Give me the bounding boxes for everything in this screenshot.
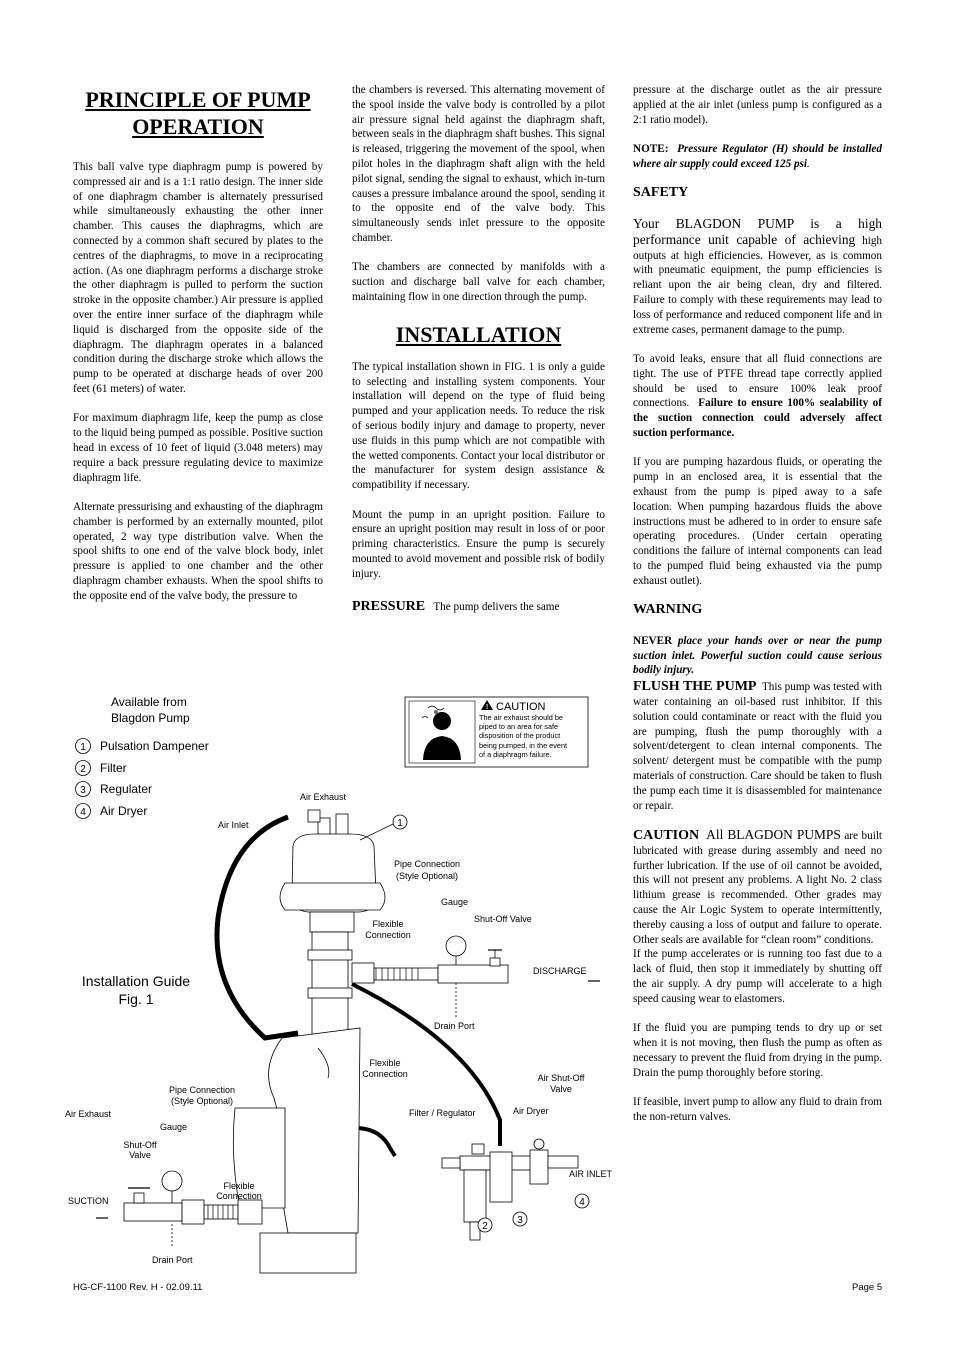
installation-figure (60, 688, 620, 1278)
label-filter-regulator: Filter / Regulator (409, 1108, 476, 1118)
caution-box-line-1: The air exhaust should be (479, 713, 563, 722)
label-drain-top: Drain Port (434, 1021, 475, 1031)
label-pipe-connection-left-2: (Style Optional) (170, 1096, 234, 1106)
hazard-paragraph: If you are pumping hazardous fluids, or operating the pump in an enclosed area, it is essential that the exhaust from the pump is piped away to a safe location. When pumping hazardous fluids the above instructions must be adhered to in order to ensure safe operating procedures. (Under certain operating conditions the failure of internal components can lead to the pumped fluid being exhausted via the pump exhaust outlet). (633, 456, 882, 587)
label-pipe-connection-left-1: Pipe Connection (168, 1085, 236, 1095)
installation-paragraph-2: Mount the pump in an upright position. Failure to ensure an upright position may result in loss of or poor priming characteristics. Ensure the pump is securely mounted to avoid movement and possible risk of bodily injury. (352, 508, 605, 580)
label-air-exhaust-top: Air Exhaust (300, 792, 347, 802)
caution-box-line-4: being pumped, in the event (479, 741, 568, 750)
label-flex-left-1: Flexible (223, 1181, 255, 1191)
callout-3 (513, 1212, 527, 1226)
pulsation-dampener (280, 810, 385, 932)
label-flex-left-2: Connection (216, 1191, 262, 1201)
label-gauge-top: Gauge (441, 897, 469, 907)
safety-heading-block (633, 186, 882, 201)
note-paragraph (633, 142, 882, 172)
label-flex-top-2: Connection (365, 930, 411, 940)
legend-num-2: 2 (80, 764, 86, 775)
legend-item-3 (76, 782, 153, 797)
column-3 (633, 83, 882, 1139)
callout-1 (360, 815, 407, 840)
available-line-1: Available from (111, 695, 187, 709)
caution-box-line-2: piped to an area for safe (479, 722, 559, 731)
label-drain-left: Drain Port (152, 1255, 193, 1265)
leaks-bold: Failure to ensure 100% sealability of the suction connection could adversely affect suction performance. (633, 397, 882, 439)
label-pipe-connection-top-2: (Style Optional) (395, 871, 459, 881)
flush-text: This pump was tested with water containing an oil-based rust inhibitor. If this solution could contaminate or react with the fluid you are pumping, flush the pump thoroughly with a solvent/detergent to clean internal components. The solvent/ detergent must be compatible with the pump materials of construction. Care should be taken to flush the pump each time it is disassembled for maintenance or repair. (633, 681, 882, 812)
label-flex-mid-2: Connection (362, 1069, 408, 1079)
label-discharge: DISCHARGE (533, 966, 587, 976)
label-air-exhaust-left: Air Exhaust (65, 1109, 112, 1119)
svg-text:1: 1 (397, 818, 403, 829)
label-pipe-connection-top-1: Pipe Connection (393, 859, 461, 869)
label-suction: SUCTION (68, 1196, 109, 1206)
safety-paragraph (633, 217, 882, 337)
column-1 (73, 86, 323, 618)
pressure-text: The pump delivers the same (433, 600, 560, 613)
guide-title-1: Installation Guide (81, 973, 191, 989)
label-flex-top-1: Flexible (372, 919, 404, 929)
label-shutoff-top: Shut-Off Valve (474, 914, 532, 924)
safety-lead: Your BLAGDON PUMP is a high performance unit capable of achieving (633, 215, 882, 247)
label-air-inlet-right: AIR INLET (569, 1169, 613, 1179)
installation-title: INSTALLATION (395, 321, 562, 347)
legend-num-3: 3 (80, 785, 86, 796)
warning-heading: WARNING (633, 602, 703, 618)
callout-4 (575, 1194, 589, 1208)
principle-paragraph-1: This ball valve type diaphragm pump is powered by compressed air and is a 1:1 ratio design. The inner side of one diaphragm chamber is alternately pressurised while simultaneously exhausting the other inner chamber. This causes the diaphragms, which are connected by a common shaft secured by plates to the centres of the diaphragms, to move in a reciprocating action. (As one diaphragm performs a discharge stroke the other diaphragm is pulled to perform the suction stroke in the opposite chamber.) Air pressure is applied over the entire inner surface of the diaphragm while liquid is discharged from the opposite side of the diaphragm. The diaphragm operates in a balanced condition during the discharge stroke which allows the pump to be operated at discharge heads of over 200 feet (61 meters) of water. (73, 161, 323, 395)
note-label: NOTE: (633, 142, 669, 155)
installation-paragraph-1: The typical installation shown in FIG. 1 is only a guide to selecting and installing system components. Your installation will depend on the type of fluid being pumped and your application needs. To reduce the risk of serious bodily injury and damage to property, never use fluids in this pump which are not compatible with the wetted components. Contact your local distributor or the manufacturer for system design assistance & compatibility if necessary. (352, 360, 605, 492)
principle-paragraph-3: Alternate pressurising and exhausting of the diaphragm chamber is performed by an externally mounted, pilot operated, 2 way type distribution valve. When the spool shifts to one end of the valve block body, inlet pressure is applied to one chamber and the other diaphragm chamber exhausts. When the spool shifts to the opposite end of the valve body, the pressure to (73, 500, 323, 602)
air-supply-hose (217, 817, 298, 1038)
flush-heading: FLUSH THE PUMP (633, 679, 757, 695)
principle-paragraph-4: the chambers is reversed. This alternating movement of the spool inside the valve body is controlled by a pilot air pressure signal held against the diaphragm shaft, between seals in the diaphragm shaft bushes. This signal is released, triggering the movement of the spool, when pilot holes in the diaphragm shaft align with the held pilot signal, sending the signal to exhaust, which in-turn causes a pressure imbalance around the spool, sending it to the opposite end of the valve body. This simultaneously sends inlet pressure to the opposite chamber. (352, 84, 606, 244)
filter-regulator-assembly (442, 1139, 578, 1240)
label-shutoff-left-1: Shut-Off (123, 1140, 157, 1150)
legend-label-2: Filter (100, 761, 127, 775)
note-text: Pressure Regulator (H) should be installed where air supply could exceed 125 psi (633, 142, 882, 170)
never-paragraph (633, 634, 882, 678)
svg-text:2: 2 (482, 1221, 488, 1232)
svg-text:3: 3 (517, 1215, 523, 1226)
callout-2 (478, 1218, 492, 1232)
never-text: place your hands over or near the pump suction inlet. Powerful suction could cause serious bodily injury. (633, 634, 882, 677)
legend-num-1: 1 (80, 742, 86, 753)
legend-item-4 (76, 804, 148, 819)
svg-text:!: ! (485, 704, 489, 711)
caution-box-title: CAUTION (496, 701, 546, 713)
legend-num-4: 4 (80, 807, 86, 818)
label-air-dryer: Air Dryer (513, 1106, 549, 1116)
label-air-shutoff-1: Air Shut-Off (537, 1073, 585, 1083)
label-air-shutoff-2: Valve (550, 1084, 572, 1094)
caution-label-box (405, 697, 588, 767)
caution-heading: CAUTION (633, 828, 700, 844)
dry-paragraph: If the fluid you are pumping tends to dry up or set when it is not moving, then flush the pump as often as necessary to prevent the fluid from drying in the pump. Drain the pump thoroughly before storing. (633, 1022, 882, 1079)
leaks-paragraph (633, 352, 882, 441)
column-2 (352, 83, 605, 629)
flush-paragraph (633, 680, 882, 813)
legend-label-1: Pulsation Dampener (100, 739, 209, 753)
label-gauge-left: Gauge (160, 1122, 188, 1132)
guide-title-2: Fig. 1 (118, 991, 154, 1007)
legend-item-1 (76, 739, 209, 754)
invert-paragraph: If feasible, invert pump to allow any fluid to drain from the non-return valves. (633, 1095, 882, 1123)
svg-text:4: 4 (579, 1197, 585, 1208)
safety-text: high outputs at high efficiencies. However, as is common with pneumatic equipment, the pump efficiencies is reliant upon the air being clean, dry and filtered. Failure to comply with these requirements may lead to loss of performance and reduced component life and in extreme cases, permanent damage to the pump. (633, 234, 883, 336)
caution-lead: All BLAGDON PUMPS (706, 827, 841, 843)
label-air-inlet: Air Inlet (218, 820, 249, 830)
available-line-2: Blagdon Pump (111, 711, 190, 725)
footer-page-number: Page 5 (852, 1282, 883, 1293)
principle-title: PRINCIPLE OF PUMP OPERATION (85, 87, 311, 139)
caution-box-line-3: disposition of the product (479, 731, 561, 740)
principle-paragraph-5: The chambers are connected by manifolds with a suction and discharge ball valve for each chamber, maintaining flow in one direction through the pump. (352, 261, 605, 303)
principle-paragraph-2: For maximum diaphragm life, keep the pump as close to the liquid being pumped as possible. Positive suction head in excess of 10 feet of liquid (3.048 meters) may require a back pressure regulating device to maximize diaphragm life. (73, 412, 323, 484)
caution-text: are built lubricated with grease during assembly and need no further lubrication. If the use of oil cannot be avoided, this will not present any problems. A light No. 2 class lithium grease is recommended. Other grades may cause the Air Logic System to operate intermittently, thereby causing a loss of output and failure to operate. Other seals are available for “clean room” conditions. (633, 830, 883, 946)
never-label: NEVER (633, 634, 673, 647)
note-end: . (807, 157, 810, 170)
safety-heading: SAFETY (633, 185, 689, 201)
accelerate-paragraph: If the pump accelerates or is running too fast due to a lack of fluid, then stop it immediately by shutting off the air supply. A dry pump will accelerate to a high speed causing wear to elastomers. (633, 948, 882, 1005)
warning-heading-block (633, 603, 882, 618)
leaks-text: To avoid leaks, ensure that all fluid connections are tight. The use of PTFE thread tape correctly applied should be used to ensure 100% leak proof connections. (633, 352, 882, 410)
pressure-heading: PRESSURE (352, 598, 426, 614)
caution-paragraph (633, 828, 882, 947)
caution-box-line-5: of a diaphragm failure. (479, 750, 552, 759)
pressure-paragraph (352, 600, 605, 615)
label-flex-mid-1: Flexible (369, 1058, 401, 1068)
footer-doc-id: HG-CF-1100 Rev. H - 02.09.11 (73, 1282, 203, 1293)
air-line-inlet (355, 1128, 395, 1156)
legend-label-4: Air Dryer (100, 804, 148, 818)
label-shutoff-left-2: Valve (129, 1150, 151, 1160)
legend-item-2 (76, 761, 127, 776)
legend-label-3: Regulater (100, 782, 153, 796)
pressure-continued: pressure at the discharge outlet as the air pressure applied at the air inlet (unless pump is configured as a 2:1 ratio model). (633, 84, 882, 126)
